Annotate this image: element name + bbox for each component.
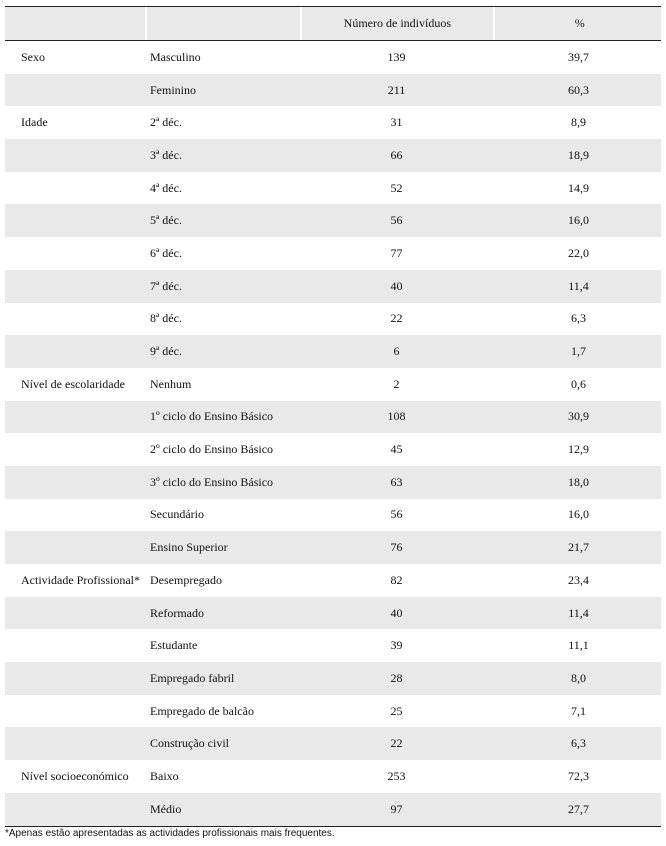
row-percent: 11,4 [568,278,589,293]
table-row [5,597,661,630]
row-percent: 23,4 [568,572,589,587]
table-row [5,237,661,270]
row-percent: 1,7 [571,344,586,359]
row-percent: 39,7 [568,49,589,64]
table-row [5,499,661,532]
row-category: 3º ciclo do Ensino Básico [150,474,274,489]
row-percent: 6,3 [571,736,586,751]
row-percent: 7,1 [571,703,586,718]
table-row [5,172,661,205]
row-count: 82 [390,572,403,587]
row-count: 39 [390,638,403,653]
row-count: 22 [390,311,403,326]
table-row [5,466,661,499]
table-row [5,629,661,662]
row-group: Idade [21,115,48,130]
row-count: 25 [390,703,403,718]
row-count: 56 [390,507,403,522]
row-percent: 6,3 [571,311,586,326]
table-row [5,270,661,303]
row-category: Construção civil [150,736,229,751]
table-row [5,727,661,760]
row-category: 9ª déc. [150,344,182,359]
row-count: 56 [390,213,403,228]
row-category: 6ª déc. [150,245,182,260]
row-group: Nível de escolaridade [21,376,125,391]
table-row [5,41,661,74]
table-row [5,74,661,107]
row-category: Baixo [150,768,179,783]
table-row [5,139,661,172]
row-category: Feminino [150,82,197,97]
row-category: Médio [150,801,182,816]
row-percent: 60,3 [568,82,589,97]
row-percent: 27,7 [568,801,589,816]
row-count: 6 [393,344,400,359]
demographics-table [5,6,661,827]
header-empty-cell-2 [145,7,301,40]
row-count: 97 [390,801,403,816]
row-percent: 14,9 [568,180,589,195]
row-category: Empregado de balcão [150,703,254,718]
row-category: Nenhum [150,376,192,391]
header-count: Número de indivíduos [300,7,492,40]
row-group: Actividade Profissional* [21,572,140,587]
table-row [5,433,661,466]
table-row [5,564,661,597]
table-row [5,204,661,237]
row-category: 3ª déc. [150,147,182,162]
row-category: Empregado fabril [150,670,235,685]
row-count: 31 [390,115,403,130]
row-category: 1º ciclo do Ensino Básico [150,409,274,424]
row-percent: 11,1 [568,638,589,653]
header-percent: % [493,7,661,40]
table-row [5,368,661,401]
row-category: 2ª déc. [150,115,182,130]
row-category: 5ª déc. [150,213,182,228]
table-row [5,106,661,139]
row-count: 22 [390,736,403,751]
row-category: Secundário [150,507,204,522]
row-count: 63 [390,474,403,489]
row-category: 7ª déc. [150,278,182,293]
row-percent: 12,9 [568,442,589,457]
footnote: *Apenas estão apresentadas as actividades profissionais mais frequentes. [5,828,335,839]
row-count: 52 [390,180,403,195]
row-category: Reformado [150,605,204,620]
row-count: 66 [390,147,403,162]
row-category: 2º ciclo do Ensino Básico [150,442,274,457]
row-percent: 11,4 [568,605,589,620]
row-count: 28 [390,670,403,685]
row-percent: 18,9 [568,147,589,162]
row-category: Estudante [150,638,198,653]
row-percent: 30,9 [568,409,589,424]
row-count: 40 [390,278,403,293]
table-row [5,695,661,728]
row-percent: 16,0 [568,213,589,228]
table-body [5,41,661,827]
table-row [5,760,661,793]
row-percent: 8,9 [571,115,586,130]
row-count: 253 [387,768,406,783]
row-category: Desempregado [150,572,222,587]
table-row [5,335,661,368]
row-group: Sexo [21,49,45,64]
row-percent: 21,7 [568,540,589,555]
header-empty-cell-1 [5,7,145,40]
row-category: Masculino [150,49,201,64]
row-percent: 0,6 [571,376,586,391]
row-category: 8ª déc. [150,311,182,326]
row-count: 77 [390,245,403,260]
row-count: 108 [387,409,406,424]
table-row [5,401,661,434]
table-row [5,662,661,695]
row-count: 76 [390,540,403,555]
table-row [5,303,661,336]
row-category: Ensino Superior [150,540,228,555]
row-percent: 16,0 [568,507,589,522]
row-group: Nível socioeconómico [21,768,129,783]
row-percent: 72,3 [568,768,589,783]
row-percent: 22,0 [568,245,589,260]
row-percent: 18,0 [568,474,589,489]
row-count: 139 [387,49,406,64]
table-row [5,531,661,564]
row-count: 40 [390,605,403,620]
row-count: 211 [387,82,406,97]
row-category: 4ª déc. [150,180,182,195]
table-row [5,793,661,827]
row-percent: 8,0 [571,670,586,685]
row-count: 45 [390,442,403,457]
row-count: 2 [393,376,400,391]
table-header [5,7,661,41]
